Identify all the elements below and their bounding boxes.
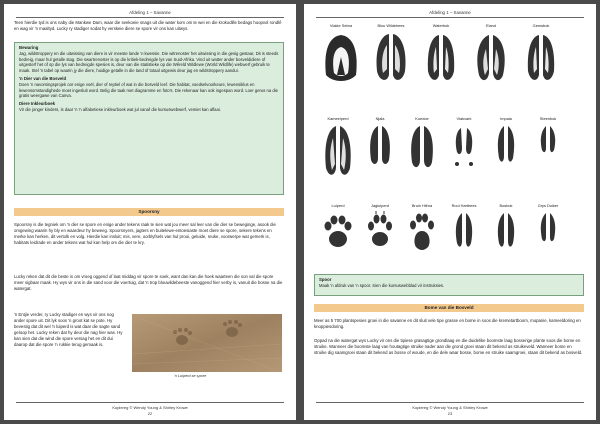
track-label: Grys Duiker	[537, 203, 559, 208]
track-vlakte-sebra	[318, 24, 364, 85]
activity-box	[14, 42, 284, 195]
hoof-track-icon	[537, 211, 559, 247]
paw-track-icon	[321, 211, 355, 251]
track-blou-wildebees	[368, 24, 414, 87]
track-label: Koedoe	[415, 116, 429, 121]
track-label: Vlakvark	[456, 116, 472, 121]
bome-paragraph-1: Meer as 5 700 plantspesies groei in die savanne en dit sluit vele tipe grasse en bome in soos die kremetartboom, mopanie, kameeldoring en knoppiesdoring.	[314, 318, 581, 329]
track-label: Jagluiperd	[371, 203, 389, 208]
track-vlakvark	[444, 117, 484, 174]
box-text-dier: Doen 'n navorsingsprojek oor enige voël, dier of reptiel of wat in die bosveld leef. Die habitat, voedselvoorkeure, lewensiklus en lewensomstandighede moet ingesluit word. Belig die taak met diagramme en foto's. Die rekenaar kan ook ingespan word. Loer gerus na die gratis weergawe van Canva.	[19, 81, 278, 99]
left-page	[4, 4, 296, 420]
box-text-bewaring: Jag, wildstroppery en die uitwissing van diere is vir meeste lande 'n kwessie. Die witrenoster het uitwissing in die gesig gestaar, Dit is steeds bedreig, maar hul getalle stag. Die swartrenoster is op die kritiek-bedreigde lys van Suid-Afrika. Vind uit watter ander bosveldidiere of uitgesterf het of op die lys van bedreigde spesies is, deur van die statistieke op die Wêreld Wildlewe (World Wildlife) webwerf gebruik te maak. Stel 'n tabel op waarin jy die diere, huidige getalle in die land of totaal uitgewis deur jag en wildstroppery aandui.	[19, 51, 279, 74]
bome-paragraph-2: Oppad na die watergat wys Lucky vir ons die tipiese grasagtige grondlaag en die duidelike boomste laag bosserige plante soos die bome en struike. Wanneer die boomste laag van houtagtige struike nader aan die grond groei staan dit bekend as struikeveld. Wanneer bome en struike dig saamgroei staan dit bekend as bosse of woude, en die dele waar bosse, bome en struike saamgroei, staan dit bekend as bosveld.	[314, 338, 583, 355]
paw-track-icon	[364, 211, 396, 251]
page-header: Afdeling 1 – Savanne	[129, 10, 171, 15]
spoorsny-paragraph-2: Lucky reken dat dit die beste is om vroeg oggend of laat middag vir spore te soek, want dan kan die hoek waarteen die son val die spore meer sigbaar maak. Hy wys vir ons in die sand voor die voertuig, dat 'n trop blouwildebeeste vanoggend hier verby is, vanuit die bosse na die watergat.	[14, 274, 283, 291]
track-label: Bosbok	[499, 203, 513, 208]
hoof-track-icon	[492, 124, 520, 168]
track-label: Rooi Hartbees	[451, 203, 477, 208]
hoof-track-icon	[365, 124, 395, 168]
box-title-inkleurboek: Diere Inkleurboek	[19, 100, 56, 106]
section-title-bome: Bome van die Bosveld	[314, 304, 584, 312]
hoof-track-icon	[451, 211, 477, 251]
hoof-track-icon	[406, 124, 438, 172]
track-label: Impala	[500, 116, 512, 121]
track-luiperd	[318, 204, 358, 251]
hoof-track-icon	[521, 31, 561, 87]
track-label: Steenbok	[539, 116, 557, 121]
track-label: Waterbok	[432, 23, 450, 28]
hoof-track-icon	[421, 31, 461, 87]
right-page	[304, 4, 596, 420]
box-title-bewaring: Bewaring	[19, 45, 39, 50]
footer-rule	[316, 402, 584, 403]
box-text-spoor: Maak 'n afdruk van 'n spoor. Sien die kursuswebblad vir instruksies.	[319, 283, 445, 288]
track-gemsbok	[518, 24, 564, 87]
track-njala	[360, 117, 400, 168]
track-bruin-hiena	[402, 204, 442, 251]
page-number: 23	[447, 411, 453, 416]
track-steenbok	[528, 117, 568, 160]
page-footer: Kopiereg © Wendy Young & Shirley Krowe	[112, 405, 188, 410]
track-label: Vlakte Sebra	[329, 23, 353, 28]
tracks-row-3	[318, 204, 586, 274]
track-bosbok	[486, 204, 526, 251]
hoof-track-icon	[493, 211, 519, 251]
header-rule	[16, 17, 284, 18]
photo-caption: 'n Luiperd se spore	[174, 374, 207, 378]
track-label: Bruin Hiëna	[411, 203, 433, 208]
header-rule	[316, 17, 584, 18]
sand-texture-image	[132, 314, 282, 372]
hoof-track-icon	[536, 124, 560, 160]
hoof-track-icon	[471, 31, 511, 87]
track-waterbok	[418, 24, 464, 87]
hoof-track-icon	[371, 31, 411, 87]
footer-rule	[16, 402, 284, 403]
page-number: 22	[147, 411, 153, 416]
track-label: Gemsbok	[532, 23, 550, 28]
track-label: Kameelperd	[327, 116, 349, 121]
track-grys-duiker	[528, 204, 568, 247]
track-koedoe	[402, 117, 442, 172]
leopard-tracks-photo	[132, 314, 282, 372]
box-title-dier: 'n Dier van die Bosveld	[19, 75, 67, 81]
tracks-row-2	[318, 117, 586, 197]
section-title-spoorsny: Spoorsny	[14, 208, 284, 216]
hoof-track-icon	[320, 124, 356, 180]
track-kameelperd	[318, 117, 358, 180]
spoor-activity-box	[314, 274, 584, 296]
box-title-spoor: Spoor	[319, 277, 332, 282]
spoorsny-paragraph-3: 'n Entjie verder, ry Lucky stadiger en wys vir ons nog ander spore uit. Dit lyk soos 'n groot kat se pote. Hy bevestig dat dit wel 'n luiperd is wat daar die sagte sand geloop het. Lucky reken dat hy deur die nag hier was. Hy kan sien dat die wind die spore versag het en dit dui daarop dat die spore 'n rukkie terug gemaak is.	[14, 312, 123, 347]
page-header: Afdeling 1 – Savanne	[429, 10, 471, 15]
spoorsny-paragraph-1: Spoorsny is die tegniek om 'n dier se spore en enige ander tekens raak te sien wat jou meer sal leer van die dier se beweginge, asook die omgewing waarin hy bly en waardeur hy beweeg. Spoorsnyers, jagters en buitelewe-entoesiaste moet diere se spore, sekere tekens en merke kan herken, dit vertolk en volg. Hierdie kan insluit; mis, vere, oorblyfsels van hul prooi, geluide, reuke, voorwerpe wat gemerk is, habitats leidrade en ander tekens wat hul kan help om die dier te kry.	[14, 222, 276, 245]
box-text-inkleurboek: Vir die jonger kinders, is daar 'n 'n alfabetiese inkleurboek wat jul vanaf die kursuswebwerf, vemiet kan aflaai.	[19, 106, 221, 112]
track-eland	[468, 24, 514, 87]
track-rooi-hartbees	[444, 204, 484, 251]
hoof-track-icon	[321, 31, 361, 85]
track-label: Eland	[486, 23, 496, 28]
track-label: Njala	[375, 116, 385, 121]
track-label: Luiperd	[331, 203, 345, 208]
track-impala	[486, 117, 526, 168]
paw-track-icon	[406, 211, 438, 251]
hoof-track-icon	[449, 124, 479, 174]
page-footer: Kopiereg © Wendy Young & Shirley Krowe	[412, 405, 488, 410]
tracks-row-1	[318, 24, 586, 114]
track-jagluiperd	[360, 204, 400, 251]
intro-paragraph: Teen hierdie tyd is ons naby die Mankwe Dam, waar die seekoeie snags uit die water kom om te wei en die krokodille bedags hoopvol rondlê en wag vir 'n maaltyd. Lucky ry stadiger sodat hy verskeie diere se spore vir ons kan uitwys.	[14, 20, 282, 31]
track-label: Blou Wildebees	[377, 23, 405, 28]
